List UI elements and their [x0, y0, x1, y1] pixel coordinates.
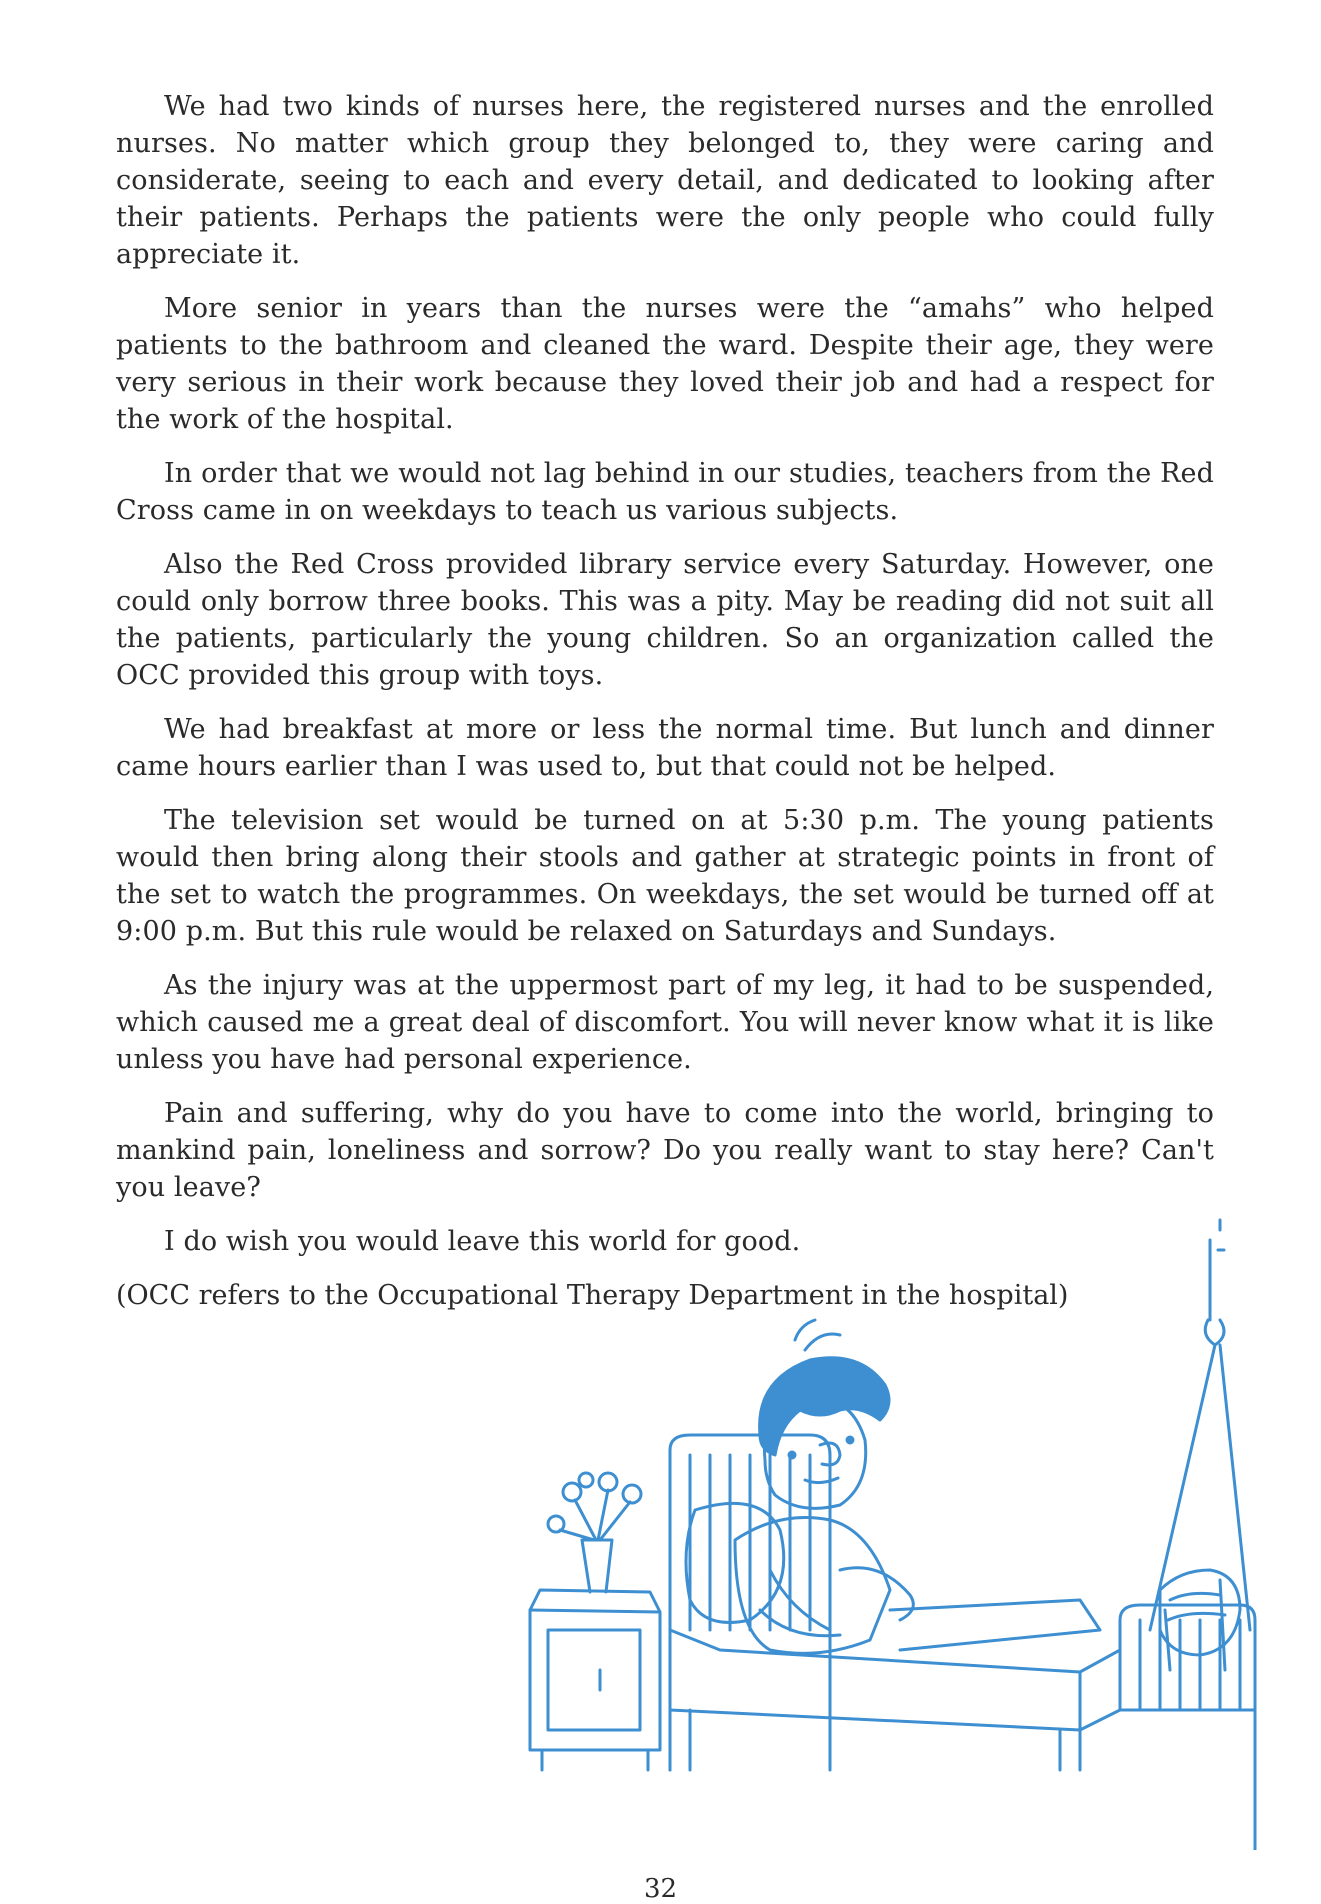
bed-footboard-drawing	[1120, 1605, 1255, 1850]
paragraph-pain: Pain and suffering, why do you have to come into the world, bringing to mankind pain, loneliness and sorrow? Do you really want to stay here? Can't you leave?	[116, 1098, 1214, 1203]
page-number: 32	[643, 1874, 678, 1904]
paragraph-amahs: More senior in years than the nurses were the “amahs” who helped patients to the bathroom and cleaned the ward. Despite their age, they were very serious in their work because they loved their job and had a respect for the work of the hospital.	[116, 293, 1214, 435]
paragraph-television: The television set would be turned on at 5:30 p.m. The young patients would then bring along their stools and gather at strategic points in front of the set to watch the programmes. On weekdays, the set would be turned off at 9:00 p.m. But this rule would be relaxed on Saturdays and Sundays.	[116, 805, 1214, 947]
body-text	[116, 88, 1214, 1314]
paragraph-wish: I do wish you would leave this world for good.	[164, 1226, 801, 1257]
paragraph-library: Also the Red Cross provided library service every Saturday. However, one could only borrow three books. This was a pity. May be reading did not suit all the patients, particularly the young children. So an organization called the OCC provided this group with toys.	[116, 549, 1214, 691]
bedside-table-drawing	[530, 1590, 660, 1770]
bed-headboard-drawing	[670, 1435, 830, 1770]
boy-head-drawing	[760, 1320, 889, 1508]
mattress-drawing	[670, 1630, 1120, 1770]
paragraph-nurses: We had two kinds of nurses here, the registered nurses and the enrolled nurses. No matter which group they belonged to, they were caring and considerate, seeing to each and every detail, and dedicated to looking after their patients. Perhaps the patients were the only people who could fully appreciate it.	[116, 91, 1214, 270]
paragraph-meals: We had breakfast at more or less the normal time. But lunch and dinner came hours earlier than I was used to, but that could not be helped.	[116, 714, 1214, 782]
traction-rig-drawing	[1150, 1220, 1250, 1670]
paragraph-teachers: In order that we would not lag behind in our studies, teachers from the Red Cross came in on weekdays to teach us various subjects.	[116, 458, 1214, 526]
footnote: (OCC refers to the Occupational Therapy Department in the hospital)	[116, 1280, 1069, 1311]
paragraph-injury: As the injury was at the uppermost part of my leg, it had to be suspended, which caused me a great deal of discomfort. You will never know what it is like unless you have had personal experience.	[116, 970, 1214, 1075]
hospital-bed-illustration	[520, 1210, 1260, 1850]
flower-vase-drawing	[548, 1473, 641, 1592]
